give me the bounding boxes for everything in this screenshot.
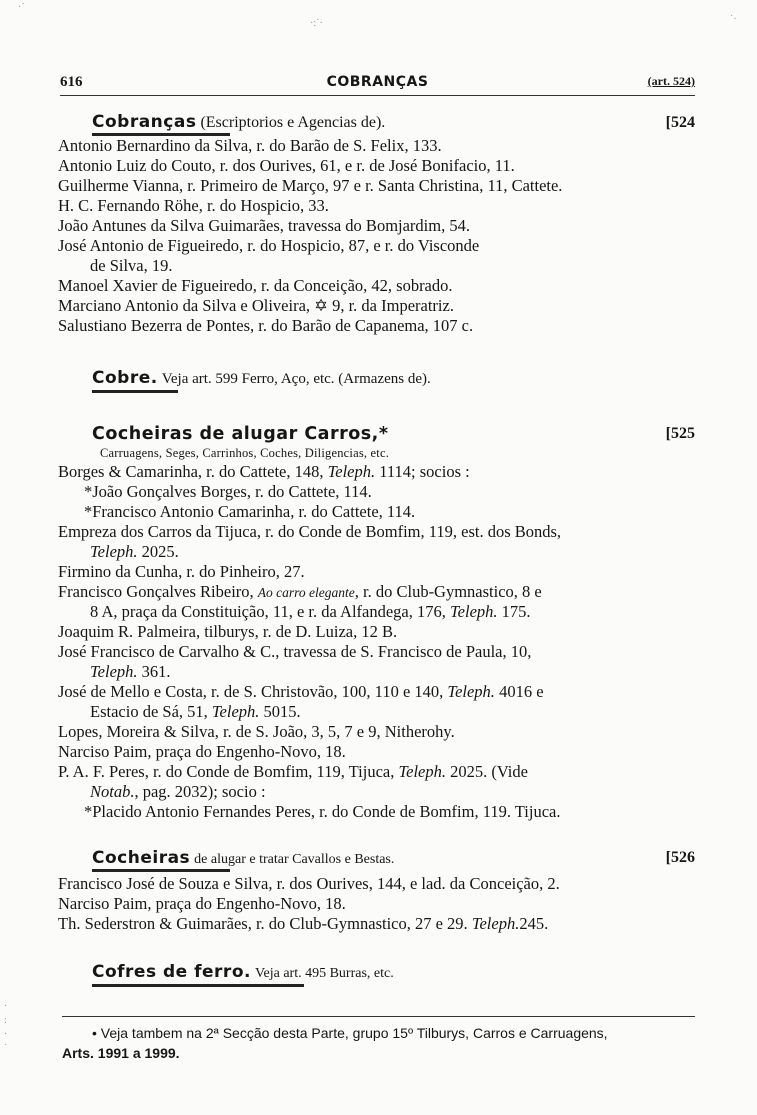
entry-line: Marciano Antonio da Silva e Oliveira, ✡ 9, r. da Imperatriz. [58,296,454,315]
section-heading-cobrancas: Cobranças (Escriptorios e Agencias de). [92,112,386,132]
heading-underline [92,869,230,872]
section-number: [526 [665,849,695,866]
heading-underline [92,390,178,393]
entry-line: *Placido Antonio Fernandes Peres, r. do Conde de Bomfim, 119. Tijuca. [84,802,561,821]
entry-line: José Francisco de Carvalho & C., travessa de S. Francisco de Paula, 10, [58,642,532,661]
footnote-line: Arts. 1991 a 1999. [62,1045,180,1061]
section-subtitle: Carruagens, Seges, Carrinhos, Coches, Diligencias, etc. [100,446,390,460]
entry-line: Salustiano Bezerra de Pontes, r. do Barão de Capanema, 107 c. [58,316,474,335]
entry-line: Notab., pag. 2032); socio : [90,782,266,801]
scan-speck: ˙· [730,14,737,25]
section-heading-cocheiras-cavallos: Cocheiras de alugar e tratar Cavallos e Bestas. [92,848,395,868]
entry-line: Antonio Luiz do Couto, r. dos Ourives, 61, e r. de José Bonifacio, 11. [58,156,515,175]
entry-line: Antonio Bernardino da Silva, r. do Barão de S. Felix, 133. [58,136,442,155]
entry-line: Teleph. 2025. [90,542,179,561]
entry-line: Manoel Xavier de Figueiredo, r. da Conceição, 42, sobrado. [58,276,453,295]
entry-line: Teleph. 361. [90,662,171,681]
entry-line: Th. Sederstron & Guimarães, r. do Club-Gymnastico, 27 e 29. Teleph.245. [58,914,549,933]
entry-line: 8 A, praça da Constituição, 11, e r. da Alfandega, 176, Teleph. 175. [90,602,531,621]
footnote-rule [62,1016,695,1017]
header-rule [60,95,695,96]
scan-speck: ·:˙· [310,18,323,29]
entry-line: José de Mello e Costa, r. de S. Christovão, 100, 110 e 140, Teleph. 4016 e [58,682,544,701]
entry-line: *João Gonçalves Borges, r. do Cattete, 114. [84,482,372,501]
page-number: 616 [60,74,83,90]
entry-line: H. C. Fernando Röhe, r. do Hospicio, 33. [58,196,329,215]
entry-line: José Antonio de Figueiredo, r. do Hospicio, 87, e r. do Visconde [58,236,480,255]
entry-line: Francisco Gonçalves Ribeiro, Ao carro elegante, r. do Club-Gymnastico, 8 e [58,582,542,601]
scan-speck: ·˙ [18,2,25,13]
entry-line: Estacio de Sá, 51, Teleph. 5015. [90,702,301,721]
entry-line: João Antunes da Silva Guimarães, travessa do Bomjardim, 54. [58,216,470,235]
section-number: [524 [665,114,695,131]
scan-speck: · : · ˙ [4,1001,8,1054]
running-header [60,74,695,96]
entry-line: Francisco José de Souza e Silva, r. dos Ourives, 144, e lad. da Conceição, 2. [58,874,560,893]
entry-line: *Francisco Antonio Camarinha, r. do Cattete, 114. [84,502,416,521]
footnote-line: • Veja tambem na 2ª Secção desta Parte, grupo 15º Tilburys, Carros e Carruagens, [92,1025,608,1041]
entry-line: P. A. F. Peres, r. do Conde de Bomfim, 119, Tijuca, Teleph. 2025. (Vide [58,762,528,781]
entry-line: Lopes, Moreira & Silva, r. de S. João, 3, 5, 7 e 9, Nitherohy. [58,722,455,741]
entry-line: Narciso Paim, praça do Engenho-Novo, 18. [58,742,346,761]
section-heading-cofres: Cofres de ferro. Veja art. 495 Burras, etc. [92,962,394,982]
entry-line: Joaquim R. Palmeira, tilburys, r. de D. Luiza, 12 B. [58,622,398,641]
heading-underline [92,984,304,987]
entry-line: Borges & Camarinha, r. do Cattete, 148, Teleph. 1114; socios : [58,462,470,481]
entry-line: Narciso Paim, praça do Engenho-Novo, 18. [58,894,346,913]
section-heading-cobre: Cobre. Veja art. 599 Ferro, Aço, etc. (Armazens de). [92,368,431,388]
entry-line: Guilherme Vianna, r. Primeiro de Março, 97 e r. Santa Christina, 11, Cattete. [58,176,563,195]
section-heading-cocheiras-carros: Cocheiras de alugar Carros,* [92,424,389,444]
entry-line: Firmino da Cunha, r. do Pinheiro, 27. [58,562,305,581]
article-ref: (art. 524) [647,74,695,88]
page-title: COBRANÇAS [326,74,429,90]
entry-line: de Silva, 19. [90,256,173,275]
section-number: [525 [665,425,695,442]
entry-line: Empreza dos Carros da Tijuca, r. do Conde de Bomfim, 119, est. dos Bonds, [58,522,562,541]
